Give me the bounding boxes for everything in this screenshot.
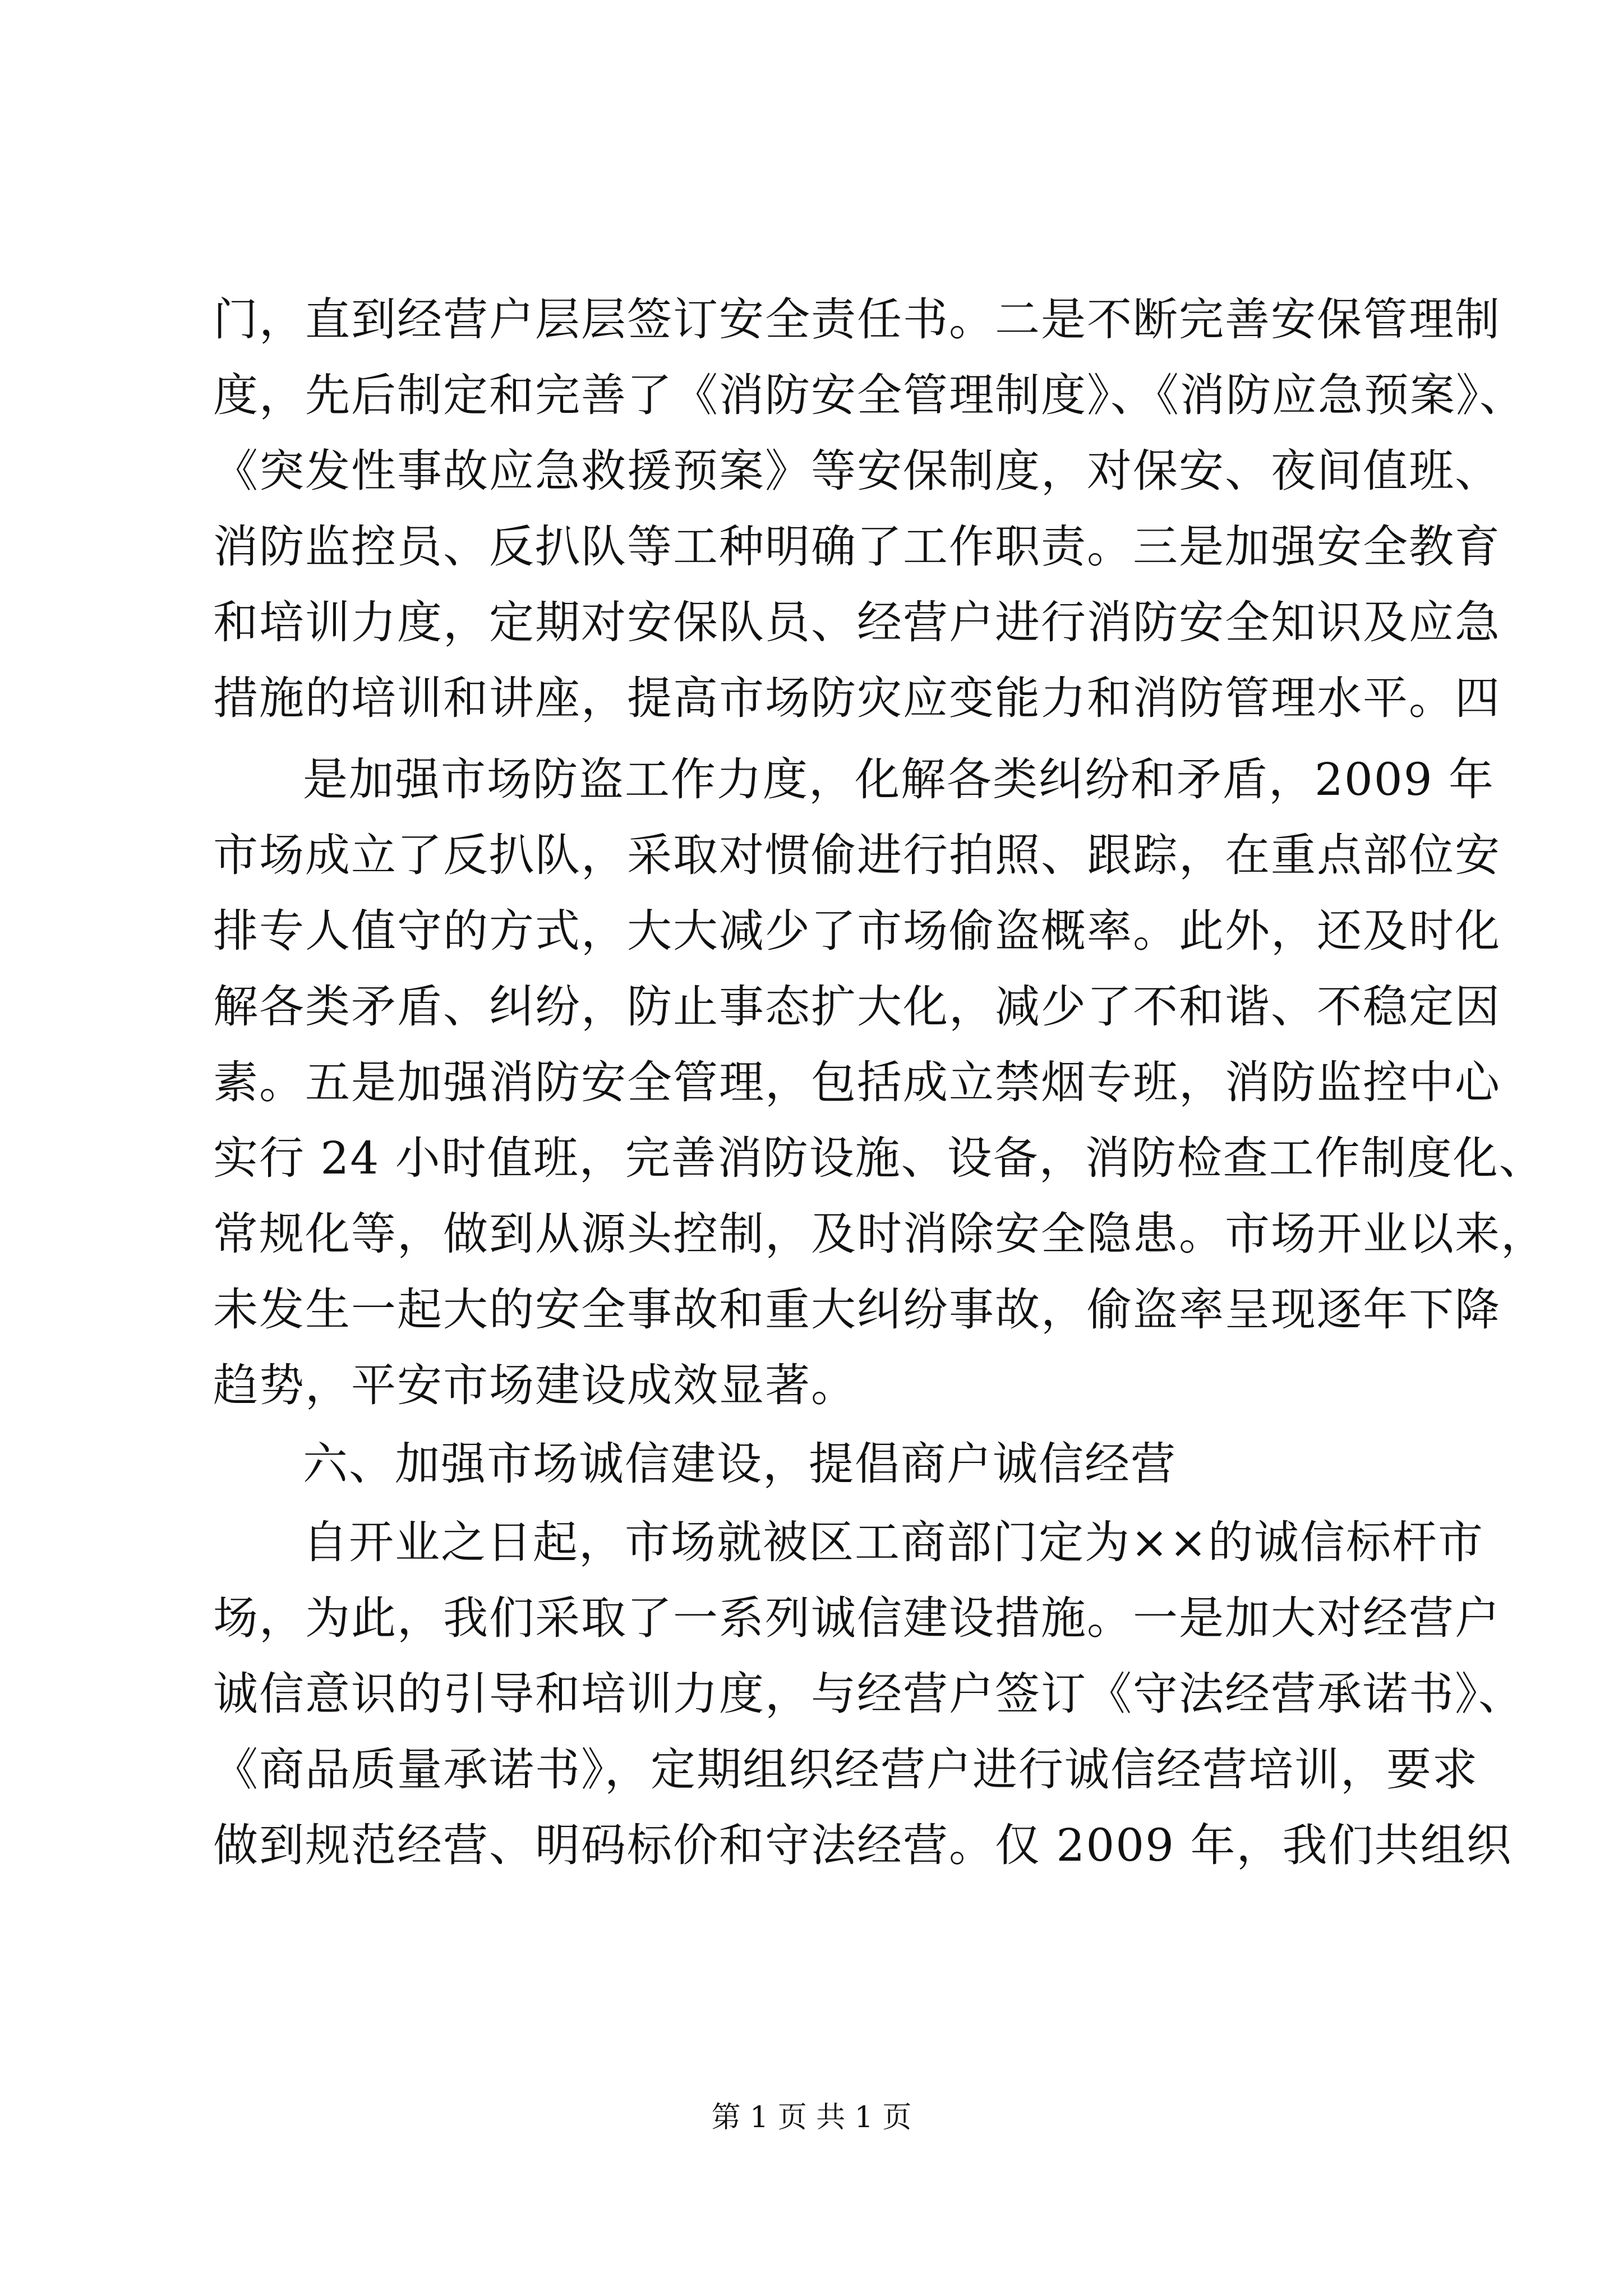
text-line: 常规化等，做到从源头控制，及时消除安全隐患。市场开业以来，	[213, 1208, 1547, 1260]
text-line: 《商品质量承诺书》，定期组织经营户进行诚信经营培训，要求	[213, 1743, 1478, 1796]
text-line: 场，为此，我们采取了一系列诚信建设措施。一是加大对经营户	[213, 1592, 1501, 1644]
text-line: 门，直到经营户层层签订安全责任书。二是不断完善安保管理制	[213, 293, 1501, 346]
section-heading: 六、加强市场诚信建设，提倡商户诚信经营	[303, 1438, 1177, 1490]
text-line: 未发生一起大的安全事故和重大纠纷事故，偷盗率呈现逐年下降	[213, 1283, 1501, 1336]
text-line: 素。五是加强消防安全管理，包括成立禁烟专班，消防监控中心	[213, 1056, 1501, 1108]
text-line: 做到规范经营、明码标价和守法经营。仅 2009 年，我们共组织	[213, 1819, 1513, 1871]
text-line: 是加强市场防盗工作力度，化解各类纠纷和矛盾，2009 年	[303, 753, 1495, 806]
page-number-footer: 第 1 页 共 1 页	[711, 2101, 912, 2134]
text-line: 实行 24 小时值班，完善消防设施、设备，消防检查工作制度化、	[213, 1132, 1545, 1184]
text-line: 和培训力度，定期对安保队员、经营户进行消防安全知识及应急	[213, 596, 1501, 648]
text-line: 度，先后制定和完善了《消防安全管理制度》、《消防应急预案》、	[213, 369, 1525, 421]
text-line: 消防监控员、反扒队等工种明确了工作职责。三是加强安全教育	[213, 521, 1501, 573]
text-line: 趋势，平安市场建设成效显著。	[213, 1359, 857, 1411]
text-line: 措施的培训和讲座，提高市场防灾应变能力和消防管理水平。四	[213, 672, 1501, 724]
text-line: 《突发性事故应急救援预案》等安保制度，对保安、夜间值班、	[213, 445, 1501, 497]
text-line: 市场成立了反扒队，采取对惯偷进行拍照、跟踪，在重点部位安	[213, 829, 1501, 881]
text-line: 诚信意识的引导和培训力度，与经营户签订《守法经营承诺书》、	[213, 1668, 1524, 1720]
text-line: 自开业之日起，市场就被区工商部门定为××的诚信标杆市	[303, 1516, 1484, 1568]
text-line: 排专人值守的方式，大大减少了市场偷盗概率。此外，还及时化	[213, 905, 1501, 957]
text-line: 解各类矛盾、纠纷，防止事态扩大化，减少了不和谐、不稳定因	[213, 981, 1501, 1033]
